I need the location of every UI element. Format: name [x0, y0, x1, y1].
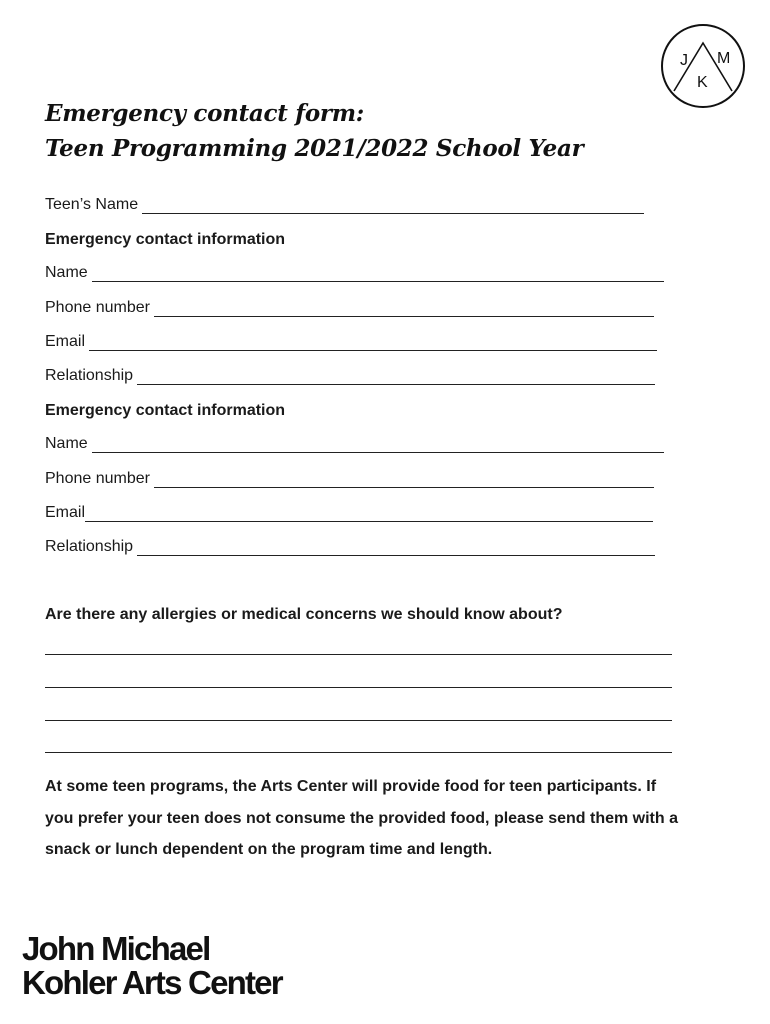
teen-name-label: Teen’s Name: [45, 196, 139, 213]
allergies-answer-line-3[interactable]: [45, 719, 672, 721]
contact-2-name-blank[interactable]: [92, 437, 664, 453]
contact-2-name-field: [45, 435, 664, 457]
allergies-answer-line-2[interactable]: [45, 686, 672, 688]
contact-1-phone-field: [45, 299, 654, 321]
contact-1-phone-label: Phone number: [45, 299, 150, 316]
wordmark-line-2: Kohler Arts Center: [22, 964, 282, 1001]
allergies-question: Are there any allergies or medical concerns we should know about?: [45, 606, 563, 623]
contact-1-email-field: [45, 333, 657, 355]
logo-letter-k: K: [697, 74, 708, 91]
contact-2-relationship-field: [45, 538, 655, 560]
contact-2-phone-blank[interactable]: [154, 472, 654, 488]
teen-name-field: [45, 196, 644, 218]
allergies-answer-line-1[interactable]: [45, 653, 672, 655]
contact-1-phone-blank[interactable]: [154, 301, 654, 317]
contact-1-name-field: [45, 264, 664, 286]
contact-2-relationship-label: Relationship: [45, 538, 134, 555]
allergies-answer-line-4[interactable]: [45, 751, 672, 753]
contact-1-name-blank[interactable]: [92, 266, 664, 282]
contact-1-relationship-blank[interactable]: [137, 369, 655, 385]
contact-2-phone-field: [45, 470, 654, 492]
contact-1-email-blank[interactable]: [89, 335, 657, 351]
contact-1-relationship-label: Relationship: [45, 367, 134, 384]
jmkac-wordmark: [22, 932, 282, 1000]
logo-letter-j: J: [680, 52, 688, 69]
contact-2-email-blank[interactable]: [85, 506, 653, 522]
logo-letter-m: M: [717, 50, 731, 67]
form-title-line-2: Teen Programming 2021/2022 School Year: [45, 135, 584, 162]
contact-2-name-label: Name: [45, 435, 88, 452]
contact-2-email-label: Email: [45, 504, 86, 521]
contact-1-name-label: Name: [45, 264, 88, 281]
contact-section-1-heading: Emergency contact information: [45, 231, 286, 248]
teen-name-blank[interactable]: [142, 198, 644, 214]
contact-2-relationship-blank[interactable]: [137, 540, 655, 556]
contact-section-2-heading: Emergency contact information: [45, 402, 286, 419]
contact-1-email-label: Email: [45, 333, 86, 350]
form-title: [45, 96, 583, 166]
contact-2-phone-label: Phone number: [45, 470, 150, 487]
contact-1-relationship-field: [45, 367, 655, 389]
food-policy-note: At some teen programs, the Arts Center will provide food for teen participants. If you prefer your teen does not consume the provided food, please send them with a snack or lunch dependent on the program time and length.: [45, 778, 678, 858]
contact-2-email-field: [45, 504, 653, 526]
wordmark-line-1: John Michael: [22, 930, 210, 967]
form-title-line-1: Emergency contact form:: [45, 100, 364, 127]
jmkac-logo-mark-icon: [660, 23, 746, 109]
